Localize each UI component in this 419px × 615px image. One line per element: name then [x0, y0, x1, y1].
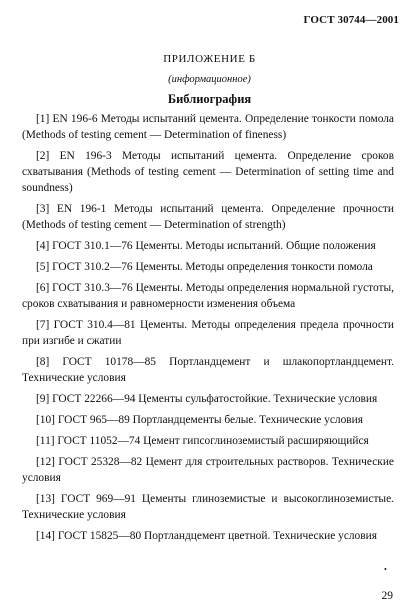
bibliography-entry-13: [13] ГОСТ 969—91 Цементы глиноземистые и высокоглиноземистые. Технические условия	[22, 493, 394, 521]
bibliography-title: Библиография	[167, 92, 252, 106]
bibliography-entry-11: [11] ГОСТ 11052—74 Цемент гипсоглиноземистый расширяющийся	[36, 435, 369, 447]
bibliography-entry-4: [4] ГОСТ 310.1—76 Цементы. Методы испытаний. Общие положения	[36, 240, 376, 252]
bibliography-list	[22, 111, 394, 549]
ink-mark: •	[384, 565, 387, 574]
appendix-status: (информационное)	[168, 74, 251, 85]
bibliography-entry-5: [5] ГОСТ 310.2—76 Цементы. Методы определения тонкости помола	[36, 261, 373, 273]
bibliography-entry-8: [8] ГОСТ 10178—85 Портландцемент и шлакопортландцемент. Технические условия	[22, 356, 394, 384]
bibliography-entry-7: [7] ГОСТ 310.4—81 Цементы. Методы определения предела прочности при изгибе и сжатии	[22, 319, 394, 347]
bibliography-entry-14: [14] ГОСТ 15825—80 Портландцемент цветной. Технические условия	[36, 530, 377, 542]
bibliography-entry-10: [10] ГОСТ 965—89 Портландцементы белые. Технические условия	[36, 414, 363, 426]
bibliography-entry-2: [2] EN 196-3 Методы испытаний цемента. Определение сроков схватывания (Methods of testing cement — Determination of setting time and soundness)	[22, 150, 394, 194]
bibliography-entry-3: [3] EN 196-1 Методы испытаний цемента. Определение прочности (Methods of testing cement — Determination of strength)	[22, 203, 394, 231]
appendix-title: ПРИЛОЖЕНИЕ Б	[163, 53, 256, 65]
bibliography-entry-9: [9] ГОСТ 22266—94 Цементы сульфатостойкие. Технические условия	[36, 393, 378, 405]
standard-header: ГОСТ 30744—2001	[303, 14, 399, 26]
page-number: 29	[381, 590, 393, 602]
bibliography-entry-1: [1] EN 196-6 Методы испытаний цемента. Определение тонкости помола (Methods of testing cement — Determination of fineness)	[22, 113, 394, 141]
bibliography-entry-6: [6] ГОСТ 310.3—76 Цементы. Методы определения нормальной густоты, сроков схватывания и равномерности изменения объема	[22, 282, 394, 310]
bibliography-entry-12: [12] ГОСТ 25328—82 Цемент для строительных растворов. Технические условия	[22, 456, 394, 484]
